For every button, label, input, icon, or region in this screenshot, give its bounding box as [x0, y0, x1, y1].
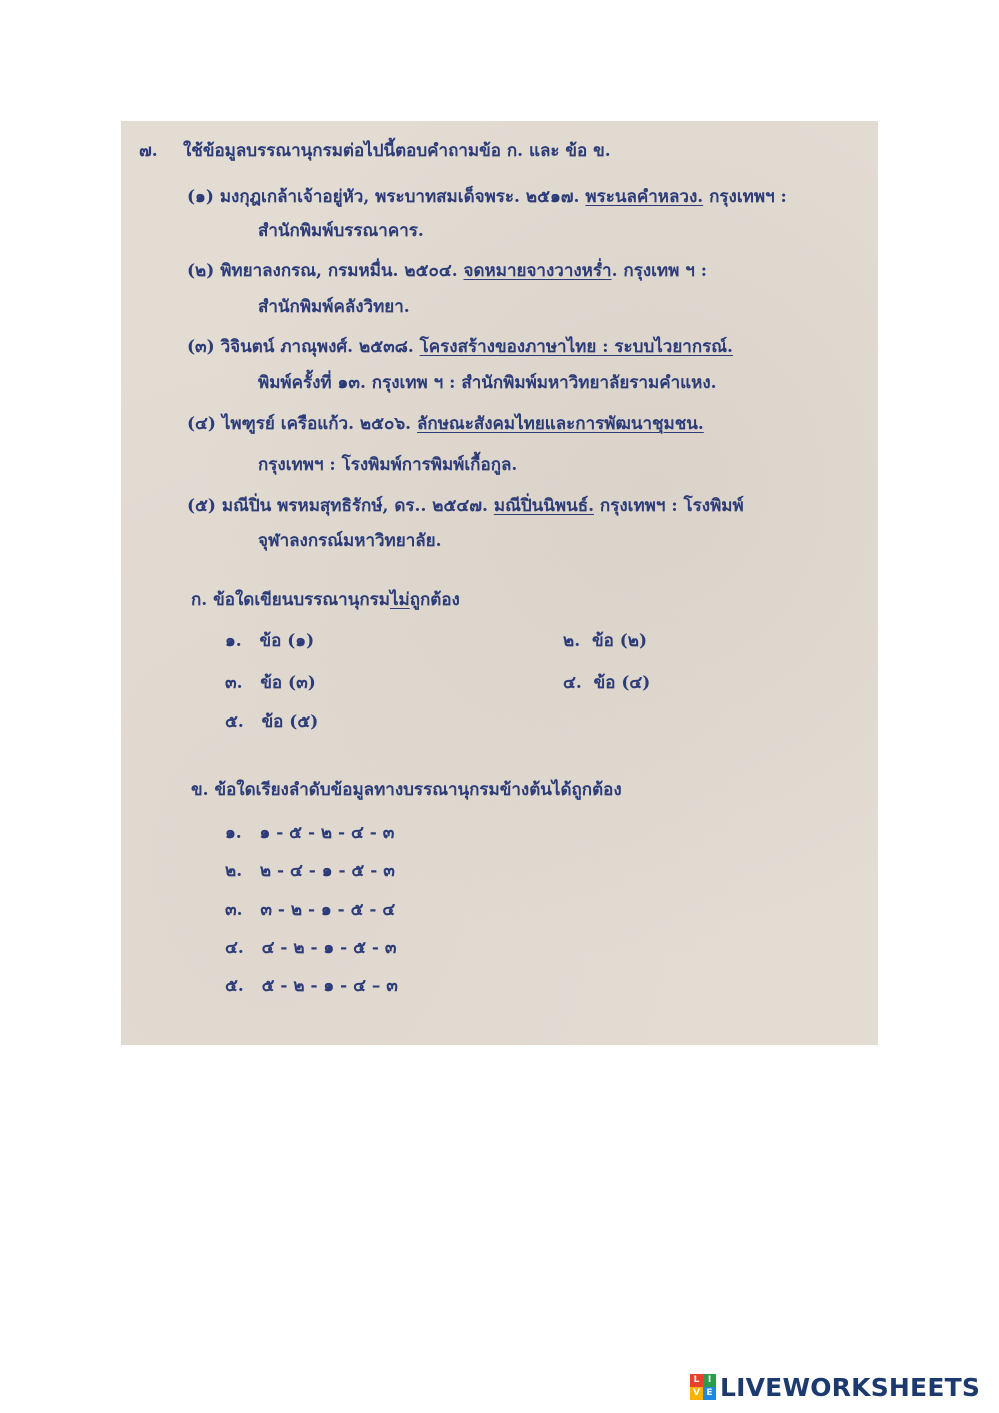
reference-label: (๔) — [187, 414, 216, 434]
part-b-option-1[interactable] — [225, 821, 394, 845]
logo-tile-e: E — [703, 1387, 716, 1400]
reference-place: กรุงเทพฯ : โรงพิมพ์ — [599, 496, 744, 516]
reference-label: (๕) — [187, 496, 216, 516]
reference-label: (๑) — [187, 187, 214, 207]
part-a-option-1[interactable] — [225, 629, 314, 653]
option-text: ๔ - ๒ - ๑ - ๕ - ๓ — [261, 938, 397, 958]
part-b-prompt — [191, 778, 622, 802]
part-b-label: ข. — [191, 780, 209, 800]
option-text: ๕ - ๒ - ๑ - ๔ – ๓ — [261, 976, 398, 996]
part-a-label: ก. — [191, 590, 208, 610]
option-number: ๔. — [563, 673, 582, 693]
reference-5 — [187, 494, 744, 518]
option-number: ๕. — [225, 712, 244, 732]
reference-title: พระนลคำหลวง. — [585, 187, 704, 207]
reference-title: โครงสร้างของภาษาไทย : ระบบไวยากรณ์. — [419, 337, 733, 357]
reference-2 — [187, 259, 707, 283]
option-number: ๑. — [225, 631, 242, 651]
reference-author-year: วิจินตน์ ภาณุพงศ์. ๒๕๓๘. — [220, 337, 414, 357]
question-intro: ใช้ข้อมูลบรรณานุกรมต่อไปนี้ตอบคำถามข้อ ก. และ ข้อ ข. — [183, 141, 611, 161]
reference-4-continuation: กรุงเทพฯ : โรงพิมพ์การพิมพ์เกื้อกูล. — [258, 455, 518, 475]
reference-1-continuation: สำนักพิมพ์บรรณาคาร. — [258, 221, 424, 241]
reference-3-continuation: พิมพ์ครั้งที่ ๑๓. กรุงเทพ ฯ : สำนักพิมพ์มหาวิทยาลัยรามคำแหง. — [258, 373, 717, 393]
option-text: ๓ - ๒ - ๑ - ๕ - ๔ — [260, 900, 396, 920]
logo-tile-v: V — [690, 1387, 703, 1400]
reference-title: จดหมายจางวางหร่ำ — [463, 261, 612, 281]
part-a-prompt-emphasis: ไม่ — [389, 590, 410, 610]
reference-label: (๓) — [187, 337, 215, 357]
reference-author-year: ไพฑูรย์ เครือแก้ว. ๒๕๐๖. — [221, 414, 412, 434]
option-number: ๒. — [563, 631, 581, 651]
liveworksheets-logo[interactable] — [690, 1372, 980, 1402]
reference-1 — [187, 185, 787, 209]
part-a-prompt-text: ข้อใดเขียนบรรณานุกรม — [213, 590, 390, 610]
option-number: ๓. — [225, 673, 243, 693]
reference-place: . กรุงเทพ ฯ : — [611, 261, 708, 281]
scanned-worksheet-image — [121, 121, 878, 1045]
part-a-option-3[interactable] — [225, 671, 316, 695]
reference-title: ลักษณะสังคมไทยและการพัฒนาชุมชน. — [417, 414, 704, 434]
part-b-option-3[interactable] — [225, 898, 395, 922]
reference-2-continuation: สำนักพิมพ์คลังวิทยา. — [258, 297, 410, 317]
reference-place: กรุงเทพฯ : — [709, 187, 787, 207]
reference-author-year: มณีปิ่น พรหมสุทธิรักษ์, ดร.. ๒๕๔๗. — [221, 496, 488, 516]
option-text: ข้อ (๑) — [259, 631, 315, 651]
reference-5-continuation: จุฬาลงกรณ์มหาวิทยาลัย. — [258, 531, 442, 551]
part-a-prompt-text-end: ถูกต้อง — [409, 590, 460, 610]
option-number: ๑. — [225, 823, 242, 843]
part-b-option-4[interactable] — [225, 936, 396, 960]
part-a-option-2[interactable] — [563, 629, 647, 653]
part-a-prompt — [191, 588, 460, 612]
logo-tile-i: I — [703, 1374, 716, 1387]
reference-3 — [187, 335, 733, 359]
reference-author-year: มงกุฎเกล้าเจ้าอยู่หัว, พระบาทสมเด็จพระ. ๒๕๑๗. — [219, 187, 580, 207]
part-b-prompt-text: ข้อใดเรียงลำดับข้อมูลทางบรรณานุกรมข้างต้นได้ถูกต้อง — [214, 780, 622, 800]
reference-4 — [187, 412, 704, 436]
option-text: ๑ - ๕ - ๒ - ๔ - ๓ — [259, 823, 395, 843]
reference-author-year: พิทยาลงกรณ, กรมหมื่น. ๒๕๐๔. — [220, 261, 458, 281]
option-number: ๓. — [225, 900, 243, 920]
option-text: ข้อ (๒) — [591, 631, 648, 651]
part-a-option-5[interactable] — [225, 710, 318, 734]
option-number: ๒. — [225, 861, 243, 881]
part-a-option-4[interactable] — [563, 671, 650, 695]
reference-title: มณีปิ่นนิพนธ์. — [493, 496, 594, 516]
logo-tile-l: L — [690, 1374, 703, 1387]
option-text: ข้อ (๔) — [593, 673, 651, 693]
option-text: ข้อ (๓) — [260, 673, 316, 693]
option-number: ๔. — [225, 938, 244, 958]
liveworksheets-logo-text: LIVEWORKSHEETS — [720, 1372, 981, 1402]
option-text: ๒ - ๔ - ๑ - ๕ - ๓ — [259, 861, 395, 881]
option-text: ข้อ (๕) — [261, 712, 319, 732]
question-number: ๗. — [139, 141, 158, 161]
part-b-option-5[interactable] — [225, 974, 398, 998]
option-number: ๕. — [225, 976, 244, 996]
reference-label: (๒) — [187, 261, 215, 281]
part-b-option-2[interactable] — [225, 859, 395, 883]
liveworksheets-logo-icon — [690, 1374, 716, 1400]
